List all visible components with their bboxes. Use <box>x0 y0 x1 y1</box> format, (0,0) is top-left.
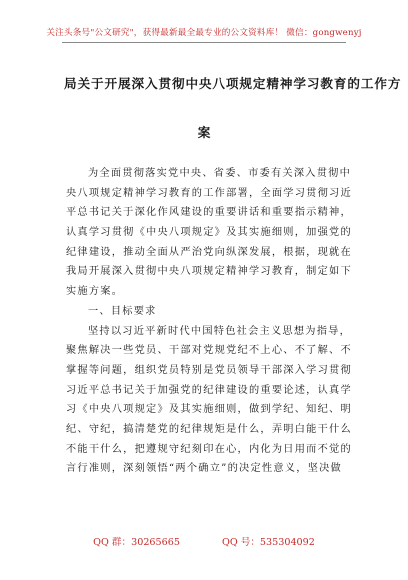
body-line: 实施方案。 <box>66 286 124 298</box>
body-line: 纪、守纪，搞清楚党的纪律规矩是什么，弄明白能干什么 <box>66 423 352 435</box>
body-line: 为全面贯彻落实党中央、省委、市委有关深入贯彻中 <box>88 168 352 179</box>
section-heading: 一、目标要求 <box>88 305 157 317</box>
body-line: 聚焦解决一些党员、干部对党规党纪不上心、不了解、不 <box>66 345 352 357</box>
header-divider <box>62 42 346 43</box>
document-title-line-1: 局关于开展深入贯彻中央八项规定精神学习教育的工作方 <box>64 76 402 91</box>
body-line: 言行准则，深刻领悟“两个确立”的决定性意义，坚决做 <box>66 463 342 475</box>
document-body <box>66 164 352 479</box>
body-line: 纪律建设，推动全面从严治党向纵深发展，根据，现就在 <box>66 246 352 258</box>
footer-qq-number: QQ 号：535304092 <box>221 537 315 548</box>
document-title-line-2: 案 <box>197 125 211 140</box>
header-promo-text: 关注头条号"公文研究"，获得最新最全最专业的公文资料库！ 微信：gongwenyj <box>46 28 362 38</box>
body-line: 不能干什么，把遵规守纪刻印在心，内化为日用而不觉的 <box>66 443 352 455</box>
body-line: 习近平总书记关于加强党的纪律建设的重要论述，认真学 <box>66 384 352 396</box>
body-line: 我局开展深入贯彻中央八项规定精神学习教育，制定如下 <box>66 266 352 278</box>
body-line: 习《中央八项规定》及其实施细则，做到学纪、知纪、明 <box>66 404 352 416</box>
footer-qq-group: QQ 群：30265665 <box>93 537 180 548</box>
body-line: 央八项规定精神学习教育的工作部署，全面学习贯彻习近 <box>66 187 352 199</box>
body-line: 坚持以习近平新时代中国特色社会主义思想为指导， <box>88 325 352 337</box>
footer-contact <box>0 534 408 548</box>
body-line: 平总书记关于深化作风建设的重要讲话和重要指示精神， <box>66 207 352 219</box>
body-line: 认真学习贯彻《中央八项规定》及其实施细则，加强党的 <box>66 227 352 239</box>
body-line: 掌握等问题，组织党员特别是党员领导干部深入学习贯彻 <box>66 364 352 376</box>
